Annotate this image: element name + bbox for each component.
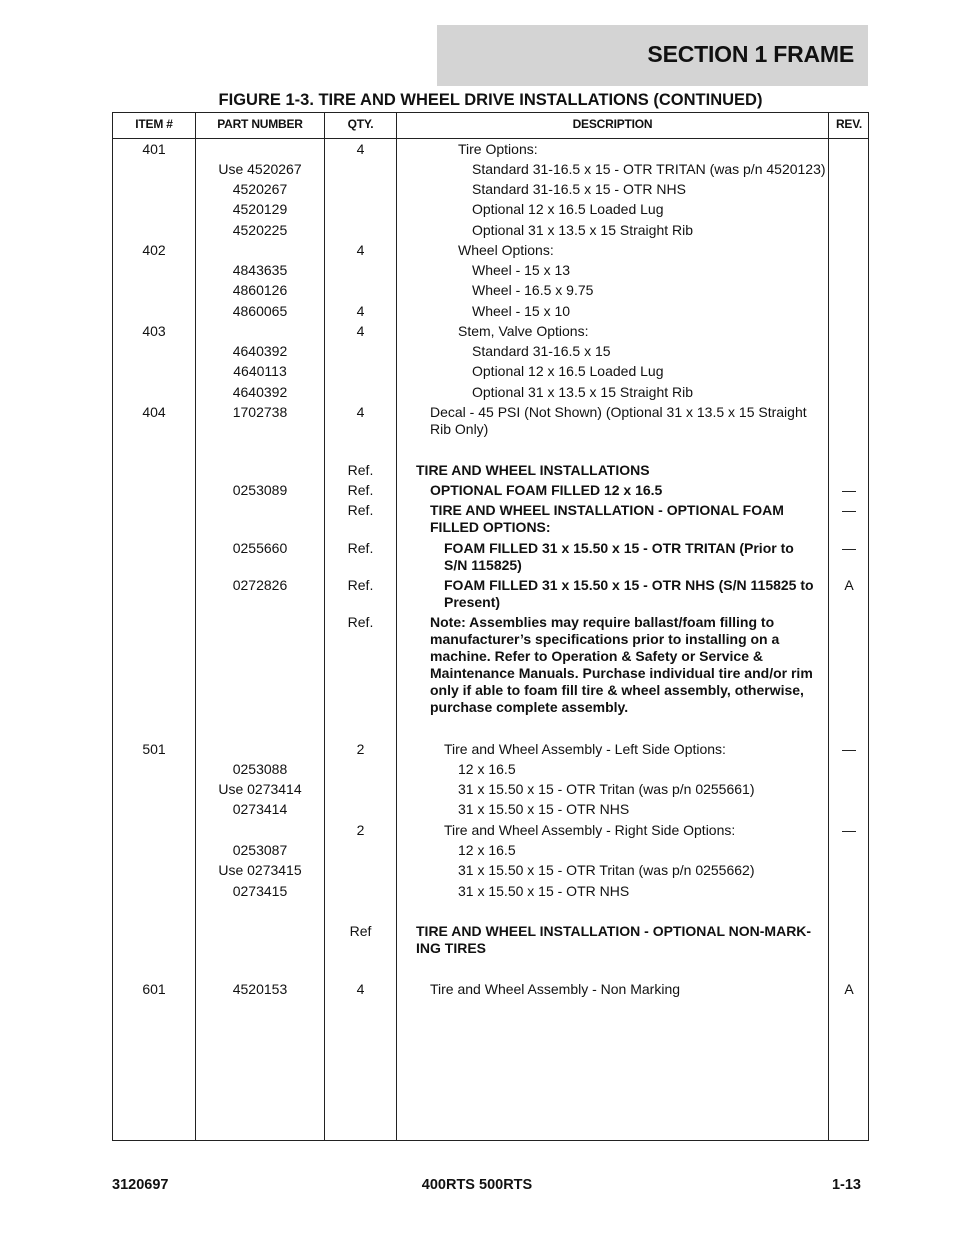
footer-page-number: 1-13 — [831, 1177, 861, 1193]
part-number: 4520153 — [232, 981, 288, 997]
part-number: 0272826 — [232, 577, 288, 593]
part-number: 1702738 — [232, 404, 288, 420]
description: OPTIONAL FOAM FILLED 12 x 16.5 — [430, 482, 663, 498]
quantity: Ref. — [347, 577, 374, 593]
column-header-description: DESCRIPTION — [572, 117, 653, 131]
part-number: 0273414 — [232, 801, 288, 817]
description: TIRE AND WHEEL INSTALLATIONS — [416, 462, 650, 478]
description: Wheel - 15 x 13 — [472, 262, 571, 278]
column-header-part-number: PART NUMBER — [217, 117, 303, 131]
description: Optional 31 x 13.5 x 15 Straight Rib — [472, 384, 694, 400]
header-divider — [112, 138, 869, 139]
revision: — — [842, 540, 856, 556]
part-number: 4640113 — [233, 363, 287, 379]
item-number: 501 — [142, 741, 166, 757]
revision: A — [844, 981, 854, 997]
quantity: Ref. — [347, 614, 374, 630]
figure-title: FIGURE 1-3. TIRE AND WHEEL DRIVE INSTALLATIONS (CONTINUED) — [218, 91, 763, 109]
part-number: 4860065 — [232, 303, 288, 319]
quantity: Ref. — [347, 502, 374, 518]
part-number: 4640392 — [232, 343, 288, 359]
description: 31 x 15.50 x 15 - OTR NHS — [458, 801, 630, 817]
description: Tire Options: — [458, 141, 538, 157]
description: Stem, Valve Options: — [458, 323, 589, 339]
item-number: 601 — [142, 981, 166, 997]
revision: — — [842, 482, 856, 498]
revision: — — [842, 822, 856, 838]
description: Optional 31 x 13.5 x 15 Straight Rib — [472, 222, 694, 238]
part-number: 0253088 — [232, 761, 288, 777]
description: Tire and Wheel Assembly - Left Side Options: — [444, 741, 726, 757]
section-title: SECTION 1 FRAME — [647, 41, 854, 67]
description: 31 x 15.50 x 15 - OTR NHS — [458, 883, 630, 899]
revision: — — [842, 502, 856, 518]
description: Wheel Options: — [458, 242, 554, 258]
column-header-rev: REV. — [835, 117, 863, 131]
description: FOAM FILLED 31 x 15.50 x 15 - OTR NHS (S/N 115825 to Present) — [444, 577, 814, 610]
section-header — [437, 25, 868, 86]
column-header-qty: QTY. — [347, 117, 374, 131]
column-divider — [396, 112, 397, 1141]
part-number: 4520267 — [232, 181, 288, 197]
description: 12 x 16.5 — [458, 842, 516, 858]
quantity: 2 — [356, 741, 365, 757]
part-number: 0253089 — [232, 482, 288, 498]
quantity: Ref — [349, 923, 372, 939]
quantity: 4 — [356, 242, 365, 258]
description: 12 x 16.5 — [458, 761, 516, 777]
description: TIRE AND WHEEL INSTALLATION - OPTIONAL NON-MARK-ING TIRES — [416, 923, 812, 956]
description: FOAM FILLED 31 x 15.50 x 15 - OTR TRITAN (Prior to S/N 115825) — [444, 540, 794, 573]
description: Note: Assemblies may require ballast/foam filling to manufacturer’s specifications prior to installing on a machine. Refer to Operation & Safety or Service & Maintenance Manuals. Purchase individual tire and/or rim only if able to foam fill tire & wheel assembly, otherwise, purchase complete assembly. — [430, 614, 813, 715]
part-number: 4860126 — [232, 282, 288, 298]
quantity: 4 — [356, 141, 365, 157]
part-number: 0255660 — [232, 540, 288, 556]
description: Standard 31-16.5 x 15 - OTR TRITAN (was p/n 4520123) — [472, 161, 826, 177]
description: Tire and Wheel Assembly - Non Marking — [430, 981, 681, 997]
description: Optional 12 x 16.5 Loaded Lug — [472, 363, 664, 379]
footer-model: 400RTS 500RTS — [421, 1177, 533, 1193]
part-number: Use 0273415 — [218, 862, 302, 878]
description: Tire and Wheel Assembly - Right Side Options: — [444, 822, 736, 838]
quantity: 4 — [356, 303, 365, 319]
part-number: 4843635 — [232, 262, 288, 278]
description: TIRE AND WHEEL INSTALLATION - OPTIONAL FOAM FILLED OPTIONS: — [430, 502, 784, 535]
quantity: 4 — [356, 404, 365, 420]
quantity: Ref. — [347, 482, 374, 498]
part-number: 4520225 — [232, 222, 288, 238]
part-number: 0273415 — [232, 883, 288, 899]
description: Standard 31-16.5 x 15 — [472, 343, 611, 359]
item-number: 401 — [142, 141, 166, 157]
column-header-item: ITEM # — [135, 117, 173, 131]
quantity: 2 — [356, 822, 365, 838]
quantity: 4 — [356, 981, 365, 997]
part-number: 0253087 — [232, 842, 288, 858]
revision: — — [842, 741, 856, 757]
item-number: 404 — [142, 404, 166, 420]
description: Standard 31-16.5 x 15 - OTR NHS — [472, 181, 686, 197]
quantity: Ref. — [347, 540, 374, 556]
footer-manual-number: 3120697 — [112, 1177, 169, 1193]
description: Wheel - 16.5 x 9.75 — [472, 282, 594, 298]
quantity: 4 — [356, 323, 365, 339]
quantity: Ref. — [347, 462, 374, 478]
description: Wheel - 15 x 10 — [472, 303, 571, 319]
description: 31 x 15.50 x 15 - OTR Tritan (was p/n 0255661) — [458, 781, 755, 797]
part-number: 4640392 — [232, 384, 288, 400]
description: Optional 12 x 16.5 Loaded Lug — [472, 201, 664, 217]
revision: A — [844, 577, 854, 593]
part-number: Use 4520267 — [218, 161, 302, 177]
part-number: Use 0273414 — [218, 781, 302, 797]
description: 31 x 15.50 x 15 - OTR Tritan (was p/n 0255662) — [458, 862, 755, 878]
item-number: 403 — [142, 323, 166, 339]
item-number: 402 — [142, 242, 166, 258]
part-number: 4520129 — [232, 201, 288, 217]
description: Decal - 45 PSI (Not Shown) (Optional 31 x 13.5 x 15 Straight Rib Only) — [430, 404, 807, 437]
